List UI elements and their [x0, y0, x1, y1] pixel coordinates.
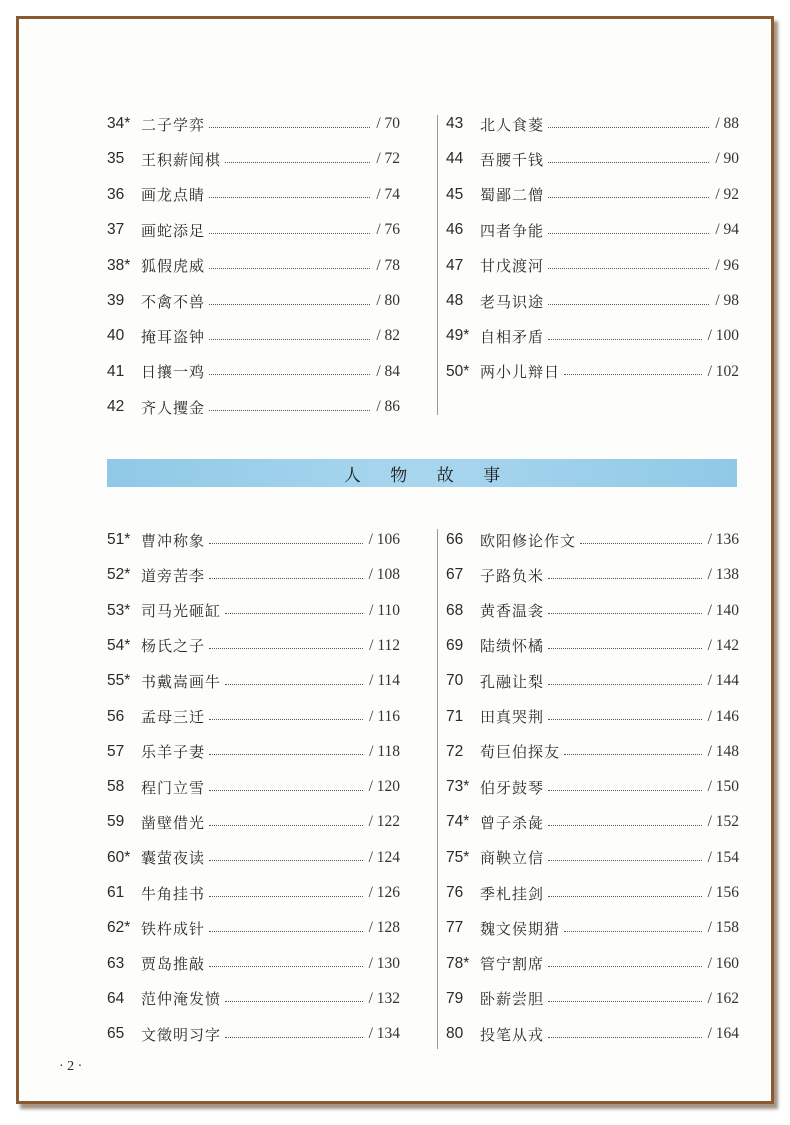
toc-entry[interactable]: [107, 323, 400, 349]
page-number: · 2 ·: [59, 1059, 83, 1074]
toc-entry-page: / 116: [369, 707, 400, 725]
toc-entry-number: 62*: [107, 919, 131, 937]
toc-entry-number: 38*: [107, 256, 131, 274]
toc-entry-page: / 140: [707, 601, 739, 619]
toc-entry-number: 56: [107, 707, 125, 725]
toc-entry-title: 甘戊渡河: [480, 257, 545, 276]
toc-entry-page: / 100: [707, 327, 739, 345]
toc-entry-title: 季札挂剑: [480, 884, 545, 903]
toc-entry-title: 蜀鄙二僧: [480, 186, 545, 205]
toc-entry-title: 四者争能: [480, 221, 545, 240]
toc-entry-title: 铁杵成针: [141, 919, 206, 938]
toc-entry-number: 67: [446, 566, 464, 584]
toc-entry-page: / 86: [376, 398, 400, 416]
toc-entry-page: / 124: [368, 848, 400, 866]
toc-entry-title: 囊萤夜读: [141, 849, 206, 868]
toc-entry-page: / 122: [368, 813, 400, 831]
toc-entry-title: 两小儿辩日: [480, 363, 561, 382]
toc-entry[interactable]: [446, 845, 739, 871]
toc-entry-page: / 90: [715, 150, 739, 168]
toc-entry[interactable]: [107, 845, 400, 871]
toc-entry[interactable]: [107, 253, 400, 279]
toc-leader-dots: [225, 162, 370, 163]
toc-leader-dots: [548, 790, 702, 791]
toc-leader-dots: [548, 1001, 702, 1002]
toc-leader-dots: [209, 268, 370, 269]
toc-entry[interactable]: [107, 111, 400, 137]
toc-entry-title: 凿壁借光: [141, 813, 206, 832]
toc-entry-page: / 144: [707, 672, 739, 690]
toc-entry[interactable]: [107, 598, 400, 624]
toc-entry-title: 掩耳盗钟: [141, 327, 206, 346]
toc-entry-title: 黄香温衾: [480, 602, 545, 621]
toc-leader-dots: [548, 966, 702, 967]
toc-leader-dots: [225, 613, 363, 614]
toc-entry[interactable]: [107, 633, 400, 659]
toc-leader-dots: [209, 825, 363, 826]
toc-leader-dots: [209, 578, 363, 579]
toc-entry-number: 63: [107, 954, 125, 972]
toc-entry-number: 77: [446, 919, 464, 937]
toc-entry-title: 书戴嵩画牛: [141, 672, 222, 691]
toc-entry-number: 43: [446, 115, 464, 132]
toc-entry-page: / 112: [369, 636, 400, 654]
toc-leader-dots: [548, 684, 702, 685]
toc-entry-page: / 76: [376, 221, 400, 239]
toc-leader-dots: [548, 268, 709, 269]
toc-entry[interactable]: [107, 774, 400, 800]
toc-leader-dots: [225, 1001, 363, 1002]
toc-entry-number: 44: [446, 150, 464, 168]
toc-entry[interactable]: [107, 1021, 400, 1047]
toc-entry-title: 画蛇添足: [141, 221, 206, 240]
toc-entry[interactable]: [446, 598, 739, 624]
toc-entry-title: 伯牙鼓琴: [480, 778, 545, 797]
toc-entry-title: 欧阳修论作文: [480, 531, 577, 550]
toc-entry-page: / 114: [369, 672, 400, 690]
toc-leader-dots: [548, 825, 702, 826]
toc-leader-dots: [209, 966, 363, 967]
toc-entry-number: 47: [446, 256, 464, 274]
toc-entry-title: 范仲淹发愤: [141, 990, 222, 1009]
toc-leader-dots: [548, 162, 709, 163]
toc-entry-page: / 150: [707, 778, 739, 796]
toc-entry-page: / 108: [368, 566, 400, 584]
toc-entry-title: 狐假虎威: [141, 257, 206, 276]
toc-entry-page: / 142: [707, 636, 739, 654]
toc-entry-page: / 80: [376, 292, 400, 309]
toc-entry-title: 道旁苦李: [141, 566, 206, 585]
toc-entry-page: / 132: [368, 989, 400, 1007]
toc-leader-dots: [548, 304, 709, 305]
toc-entry[interactable]: [446, 562, 739, 588]
toc-entry-number: 80: [446, 1025, 464, 1043]
toc-entry[interactable]: [107, 880, 400, 906]
toc-entry-number: 57: [107, 742, 125, 760]
toc-entry[interactable]: [446, 633, 739, 659]
toc-entry-number: 58: [107, 778, 125, 796]
toc-leader-dots: [209, 410, 370, 411]
toc-entry[interactable]: [107, 809, 400, 835]
toc-entry-number: 40: [107, 327, 125, 345]
toc-leader-dots: [548, 197, 709, 198]
toc-leader-dots: [580, 543, 702, 544]
toc-entry-title: 日攘一鸡: [141, 363, 206, 382]
toc-entry-number: 73*: [446, 778, 470, 796]
toc-entry-number: 78*: [446, 954, 470, 972]
toc-entry[interactable]: [107, 986, 400, 1012]
toc-leader-dots: [548, 578, 702, 579]
toc-leader-dots: [225, 1037, 363, 1038]
toc-entry-title: 乐羊子妻: [141, 743, 206, 762]
toc-entry-page: / 146: [707, 707, 739, 725]
toc-leader-dots: [548, 860, 702, 861]
toc-entry[interactable]: [446, 182, 739, 208]
toc-entry-page: / 118: [369, 742, 400, 760]
toc-entry-number: 53*: [107, 601, 131, 619]
toc-entry-title: 孟母三迁: [141, 708, 206, 726]
toc-entry-title: 投笔从戎: [480, 1025, 545, 1044]
toc-entry-title: 吾腰千钱: [480, 150, 545, 169]
toc-leader-dots: [209, 374, 370, 375]
toc-entry-title: 北人食菱: [480, 115, 545, 134]
toc-entry[interactable]: [107, 394, 400, 420]
toc-entry[interactable]: [107, 739, 400, 765]
toc-entry[interactable]: [107, 704, 400, 730]
toc-entry-number: 35: [107, 150, 125, 168]
toc-leader-dots: [564, 374, 702, 375]
toc-entry-page: / 72: [376, 150, 400, 168]
toc-leader-dots: [209, 304, 370, 305]
toc-entry[interactable]: [107, 668, 400, 694]
toc-entry[interactable]: [446, 915, 739, 941]
toc-entry-page: / 106: [368, 531, 400, 548]
toc-leader-dots: [548, 719, 702, 720]
toc-entry-number: 45: [446, 185, 464, 203]
toc-entry[interactable]: [107, 951, 400, 977]
toc-leader-dots: [548, 648, 702, 649]
toc-entry-number: 71: [446, 707, 464, 725]
toc-entry-title: 田真哭荆: [480, 708, 545, 726]
toc-entry[interactable]: [446, 809, 739, 835]
toc-entry[interactable]: [446, 527, 739, 553]
toc-entry-number: 34*: [107, 115, 131, 132]
toc-entry-number: 74*: [446, 813, 470, 831]
toc-entry-title: 文徵明习字: [141, 1025, 222, 1044]
toc-entry-page: / 110: [369, 601, 400, 619]
toc-entry-number: 46: [446, 221, 464, 239]
toc-entry-page: / 94: [715, 221, 739, 239]
toc-entry-page: / 102: [707, 362, 739, 380]
toc-entry-title: 卧薪尝胆: [480, 990, 545, 1009]
toc-entry-page: / 120: [368, 778, 400, 796]
toc-leader-dots: [564, 931, 702, 932]
toc-entry[interactable]: [107, 915, 400, 941]
toc-entry-page: / 148: [707, 742, 739, 760]
toc-leader-dots: [209, 860, 363, 861]
toc-leader-dots: [209, 543, 363, 544]
toc-entry-number: 60*: [107, 848, 131, 866]
toc-leader-dots: [548, 1037, 702, 1038]
toc-entry-page: / 130: [368, 954, 400, 972]
toc-entry-title: 陆绩怀橘: [480, 637, 545, 656]
toc-entry[interactable]: [446, 1021, 739, 1047]
toc-entry-number: 36: [107, 185, 125, 203]
column-divider-bottom: [437, 529, 438, 1049]
toc-leader-dots: [548, 233, 709, 234]
toc-leader-dots: [548, 613, 702, 614]
toc-entry-number: 72: [446, 742, 464, 760]
section-heading: 人 物 故 事: [343, 465, 513, 486]
toc-entry-title: 王积薪闻棋: [141, 150, 222, 169]
toc-entry-title: 牛角挂书: [141, 884, 206, 903]
toc-entry-number: 49*: [446, 327, 470, 345]
toc-entry[interactable]: [446, 986, 739, 1012]
toc-entry-number: 68: [446, 601, 464, 619]
toc-entry-number: 69: [446, 636, 464, 654]
column-divider-top: [437, 115, 438, 415]
toc-entry-number: 61: [107, 884, 125, 901]
toc-entry-title: 自相矛盾: [480, 327, 545, 346]
toc-entry-title: 不禽不兽: [141, 292, 206, 311]
toc-leader-dots: [209, 127, 370, 128]
toc-entry-page: / 154: [707, 848, 739, 866]
toc-entry-number: 64: [107, 989, 125, 1007]
toc-entry-title: 司马光砸缸: [141, 602, 222, 621]
toc-entry-number: 79: [446, 989, 464, 1007]
toc-entry-number: 39: [107, 292, 125, 309]
toc-entry-page: / 134: [368, 1025, 400, 1043]
toc-leader-dots: [548, 896, 702, 897]
toc-entry-title: 贾岛推敲: [141, 955, 206, 974]
toc-entry-page: / 96: [715, 256, 739, 274]
toc-entry-title: 商鞅立信: [480, 849, 545, 868]
toc-entry[interactable]: [446, 217, 739, 243]
toc-entry-page: / 128: [368, 919, 400, 937]
toc-entry-title: 荀巨伯探友: [480, 743, 561, 762]
toc-entry-title: 孔融让梨: [480, 672, 545, 691]
toc-entry[interactable]: [107, 527, 400, 553]
toc-leader-dots: [209, 339, 370, 340]
toc-entry-page: / 136: [707, 531, 739, 548]
toc-entry-page: / 162: [707, 989, 739, 1007]
toc-entry[interactable]: [107, 146, 400, 172]
toc-entry[interactable]: [107, 562, 400, 588]
toc-entry[interactable]: [446, 146, 739, 172]
toc-entry-title: 杨氏之子: [141, 637, 206, 656]
toc-entry-number: 42: [107, 398, 125, 416]
toc-leader-dots: [209, 648, 363, 649]
toc-leader-dots: [564, 754, 702, 755]
toc-entry-title: 齐人攫金: [141, 398, 206, 417]
toc-entry-number: 59: [107, 813, 125, 831]
toc-leader-dots: [209, 754, 363, 755]
toc-entry-page: / 98: [715, 292, 739, 309]
toc-entry-title: 老马识途: [480, 292, 545, 311]
toc-entry-number: 65: [107, 1025, 125, 1043]
toc-leader-dots: [209, 719, 363, 720]
toc-entry-title: 曹冲称象: [141, 531, 206, 550]
toc-entry-title: 曾子杀彘: [480, 813, 545, 832]
toc-entry-number: 41: [107, 362, 125, 380]
toc-entry-title: 程门立雪: [141, 778, 206, 797]
toc-entry[interactable]: [107, 182, 400, 208]
toc-entry-page: / 156: [707, 884, 739, 901]
toc-entry[interactable]: [446, 323, 739, 349]
section-banner: [107, 459, 737, 487]
toc-entry[interactable]: [446, 739, 739, 765]
toc-entry-page: / 92: [715, 185, 739, 203]
toc-entry-number: 66: [446, 531, 464, 548]
toc-entry-number: 76: [446, 884, 464, 901]
toc-leader-dots: [225, 684, 363, 685]
toc-entry[interactable]: [446, 704, 739, 730]
toc-entry-page: / 82: [376, 327, 400, 345]
toc-entry-page: / 70: [376, 115, 400, 132]
toc-entry[interactable]: [107, 359, 400, 385]
toc-leader-dots: [209, 931, 363, 932]
toc-entry-page: / 164: [707, 1025, 739, 1043]
toc-entry-page: / 88: [715, 115, 739, 132]
toc-leader-dots: [209, 896, 363, 897]
toc-entry-title: 子路负米: [480, 566, 545, 585]
toc-entry-number: 70: [446, 672, 464, 690]
toc-entry[interactable]: [446, 111, 739, 137]
toc-entry-title: 画龙点睛: [141, 186, 206, 205]
toc-entry-number: 51*: [107, 531, 131, 548]
toc-entry-number: 54*: [107, 636, 131, 654]
toc-leader-dots: [209, 233, 370, 234]
toc-entry-page: / 160: [707, 954, 739, 972]
book-page: [16, 16, 774, 1104]
toc-entry[interactable]: [446, 951, 739, 977]
toc-entry[interactable]: [446, 880, 739, 906]
toc-entry-number: 48: [446, 292, 464, 309]
toc-leader-dots: [209, 790, 363, 791]
toc-entry[interactable]: [446, 668, 739, 694]
toc-entry[interactable]: [446, 774, 739, 800]
toc-entry-page: / 152: [707, 813, 739, 831]
toc-entry[interactable]: [446, 288, 739, 314]
toc-entry[interactable]: [446, 253, 739, 279]
toc-entry[interactable]: [107, 217, 400, 243]
toc-entry-title: 魏文侯期猎: [480, 919, 561, 938]
toc-entry-page: / 138: [707, 566, 739, 584]
toc-leader-dots: [548, 127, 709, 128]
toc-entry-number: 52*: [107, 566, 131, 584]
toc-entry-page: / 126: [368, 884, 400, 901]
toc-entry-page: / 84: [376, 362, 400, 380]
toc-entry-page: / 74: [376, 185, 400, 203]
toc-entry-title: 管宁割席: [480, 955, 545, 974]
toc-leader-dots: [548, 339, 702, 340]
toc-entry-number: 75*: [446, 848, 470, 866]
toc-entry[interactable]: [446, 359, 739, 385]
toc-entry-page: / 78: [376, 256, 400, 274]
toc-leader-dots: [209, 197, 370, 198]
toc-entry-title: 二子学弈: [141, 115, 206, 134]
toc-entry-number: 50*: [446, 362, 470, 380]
toc-entry-number: 55*: [107, 672, 131, 690]
toc-entry-number: 37: [107, 221, 125, 239]
toc-entry-page: / 158: [707, 919, 739, 937]
toc-entry[interactable]: [107, 288, 400, 314]
